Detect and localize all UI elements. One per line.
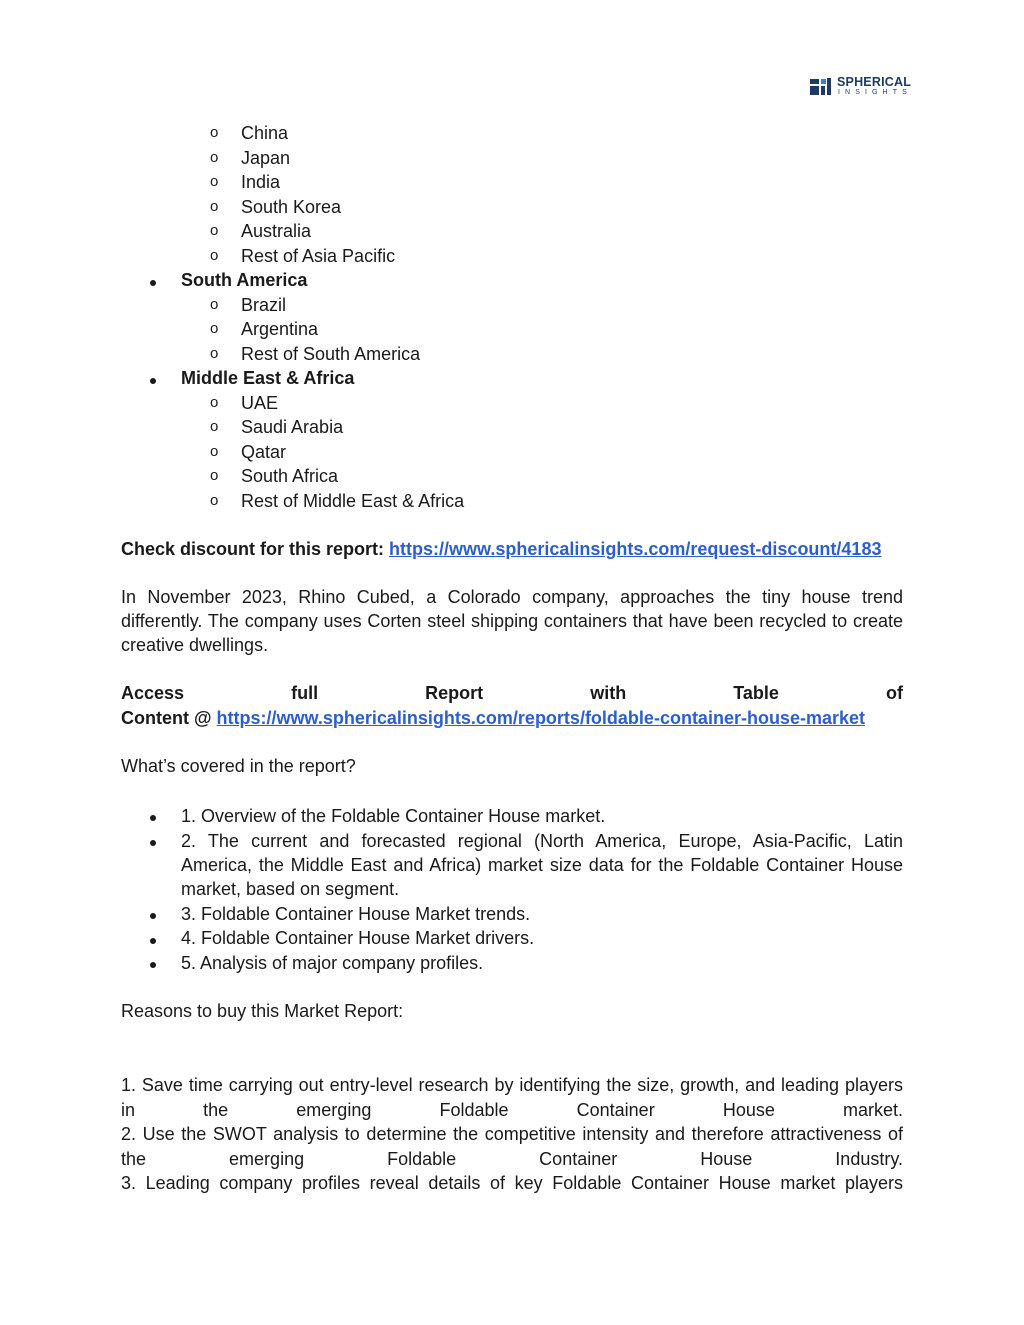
bullet-icon [150, 962, 156, 968]
list-item: Rest of Asia Pacific [241, 246, 396, 266]
reasons-heading: Reasons to buy this Market Report: [121, 1001, 404, 1021]
logo-subtitle: INSIGHTS [838, 89, 912, 96]
region-heading: South America [181, 270, 308, 290]
list-item: Rest of South America [241, 344, 421, 364]
news-line: creative dwellings. [121, 635, 269, 655]
access-word: full [291, 683, 319, 703]
list-item: Japan [241, 148, 291, 168]
list-item: South Korea [241, 197, 342, 217]
region-heading: Middle East & Africa [181, 368, 355, 388]
sub-bullet-icon: o [210, 320, 219, 337]
sub-bullet-icon: o [210, 247, 219, 264]
sub-bullet-icon: o [210, 345, 219, 362]
discount-label: Check discount for this report: [121, 539, 390, 559]
sub-bullet-icon: o [210, 467, 219, 484]
list-item: Saudi Arabia [241, 417, 344, 437]
access-heading [121, 681, 903, 706]
logo-mark-icon [810, 76, 832, 98]
bullet-icon [150, 815, 156, 821]
covered-item-cont: America, the Middle East and Africa) market size data for the Foldable Container House [181, 855, 903, 875]
covered-heading: What’s covered in the report? [121, 756, 356, 776]
reason-line: 2. Use the SWOT analysis to determine the competitive intensity and therefore attractiveness of [121, 1124, 903, 1144]
list-item: India [241, 172, 281, 192]
bullet-icon [150, 378, 156, 384]
sub-bullet-icon: o [210, 173, 219, 190]
access-word: of [885, 683, 903, 703]
covered-item-cont: market, based on segment. [181, 879, 400, 899]
list-item: Qatar [241, 442, 287, 462]
sub-bullet-icon: o [210, 149, 219, 166]
covered-item: 4. Foldable Container House Market drivers. [181, 928, 535, 948]
sub-bullet-icon: o [210, 222, 219, 239]
list-item: Brazil [241, 295, 287, 315]
sub-bullet-icon: o [210, 443, 219, 460]
bullet-icon [150, 938, 156, 944]
logo-wordmark: SPHERICAL [837, 75, 912, 89]
covered-item: 3. Foldable Container House Market trends. [181, 904, 531, 924]
sub-bullet-icon: o [210, 296, 219, 313]
list-item: Argentina [241, 319, 319, 339]
reason-line: 1. Save time carrying out entry-level research by identifying the size, growth, and leading players [121, 1075, 903, 1095]
reason-line: 3. Leading company profiles reveal details of key Foldable Container House market players [121, 1173, 903, 1193]
spherical-insights-logo [810, 76, 910, 98]
sub-bullet-icon: o [210, 418, 219, 435]
discount-line [121, 538, 881, 560]
sub-bullet-icon: o [210, 492, 219, 509]
list-item: UAE [241, 393, 279, 413]
discount-link[interactable]: https://www.sphericalinsights.com/request-discount/4183 [389, 539, 882, 559]
list-item: Rest of Middle East & Africa [241, 491, 465, 511]
access-word: Report [425, 683, 484, 703]
sub-bullet-icon: o [210, 198, 219, 215]
sub-bullet-icon: o [210, 394, 219, 411]
access-word: with [590, 683, 627, 703]
covered-item: 2. The current and forecasted regional (North America, Europe, Asia-Pacific, Latin [181, 831, 903, 851]
bullet-icon [150, 913, 156, 919]
sub-bullet-icon: o [210, 124, 219, 141]
news-line: In November 2023, Rhino Cubed, a Colorado company, approaches the tiny house trend [121, 587, 903, 607]
list-item: South Africa [241, 466, 339, 486]
reason-line: the emerging Foldable Container House Industry. [121, 1149, 903, 1169]
reason-line: in the emerging Foldable Container House market. [121, 1100, 903, 1120]
bullet-icon [150, 280, 156, 286]
news-line: differently. The company uses Corten steel shipping containers that have been recycled to create [121, 611, 903, 631]
list-item: Australia [241, 221, 312, 241]
access-label: Content @ [121, 708, 217, 728]
list-item: China [241, 123, 289, 143]
access-word: Access [121, 683, 185, 703]
bullet-icon [150, 840, 156, 846]
access-word: Table [733, 683, 779, 703]
covered-item: 1. Overview of the Foldable Container House market. [181, 806, 606, 826]
covered-item: 5. Analysis of major company profiles. [181, 953, 484, 973]
report-link[interactable]: https://www.sphericalinsights.com/reports/foldable-container-house-market [216, 708, 865, 728]
access-line [121, 707, 865, 729]
